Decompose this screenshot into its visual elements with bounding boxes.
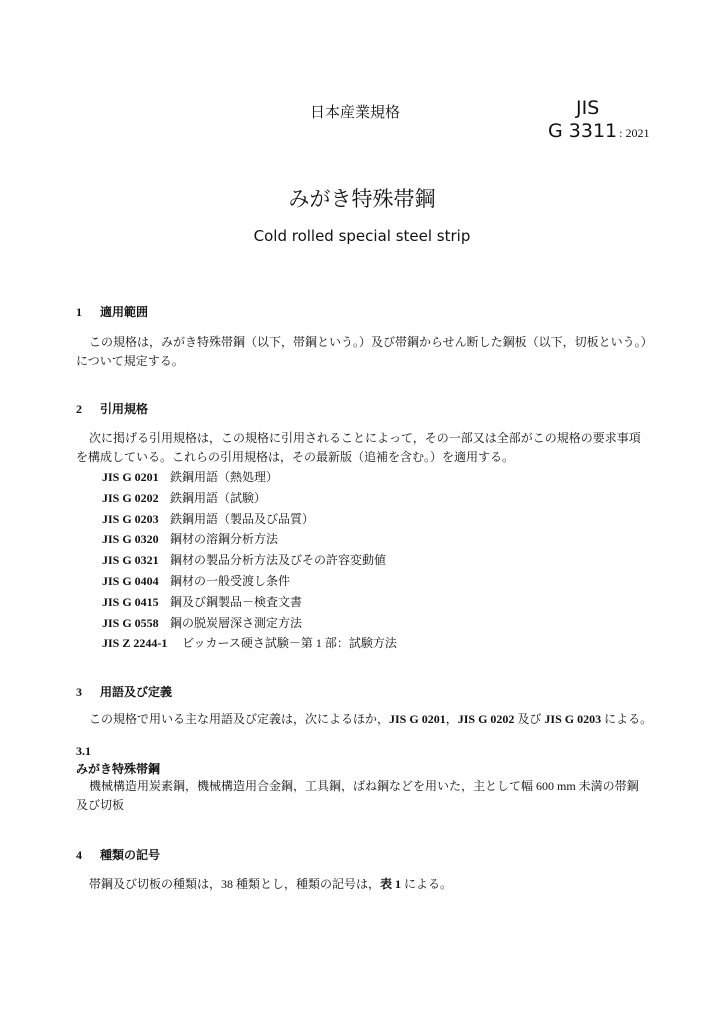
reference-code: JIS G 0321: [102, 553, 159, 568]
section-1-title: 適用範囲: [100, 305, 149, 319]
section-3-ref-a: JIS G 0201: [389, 712, 446, 726]
reference-item: [102, 572, 397, 593]
reference-code: JIS G 0415: [102, 594, 159, 609]
section-3-number: 3: [76, 685, 82, 699]
section-4-text-pre: 帯鋼及び切板の種類は，38 種類とし，種類の記号は，: [89, 877, 381, 891]
section-3-sep-1: ，: [445, 712, 458, 726]
section-2-line-1: 次に掲げる引用規格は，この規格に引用されることによって，その一部又は全部がこの規格の要求事項: [89, 431, 641, 445]
section-4-title: 種類の記号: [100, 848, 161, 862]
section-2-title: 引用規格: [100, 402, 149, 416]
reference-title: ビッカース硬さ試験－第 1 部：試験方法: [182, 636, 397, 651]
section-1-body: [76, 333, 656, 371]
reference-title: 鋼材の溶鋼分析方法: [170, 532, 279, 547]
reference-item: [102, 510, 397, 531]
reference-item: [102, 634, 397, 655]
reference-item: [102, 530, 397, 551]
reference-item: [102, 614, 397, 635]
reference-title: 鉄鋼用語（熱処理）: [170, 470, 279, 484]
section-4-heading: [76, 846, 160, 863]
section-3-body: [76, 710, 656, 729]
title-english: Cold rolled special steel strip: [253, 227, 471, 245]
reference-code: JIS G 0558: [102, 615, 159, 630]
section-2-body: [76, 429, 656, 467]
reference-code: JIS Z 2244-1: [102, 636, 168, 651]
section-1-line-2: について規定する。: [76, 354, 184, 368]
section-2-number: 2: [76, 402, 82, 416]
section-3-heading: [76, 683, 172, 700]
section-4-text-post: による。: [401, 877, 453, 891]
reference-title: 鋼材の一般受渡し条件: [170, 573, 291, 588]
section-1-line-1: この規格は，みがき特殊帯鋼（以下，帯鋼という。）及び帯鋼からせん断した鋼板（以下，切板という。）: [89, 335, 653, 349]
title-japanese: みがき特殊帯鋼: [288, 187, 436, 211]
section-3-ref-b: JIS G 0202: [457, 712, 515, 726]
reference-code: JIS G 0203: [102, 511, 159, 526]
section-3-1-body: [76, 777, 656, 815]
reference-title: 鉄鋼用語（製品及び品質）: [170, 511, 315, 526]
reference-item: [102, 551, 397, 572]
reference-item: [102, 468, 397, 489]
standard-label: 日本産業規格: [310, 103, 401, 121]
section-3-1-line-1: 機械構造用炭素鋼，機械構造用合金鋼，工具鋼，ばね鋼などを用いた，主として幅 600 mm 未満の帯鋼: [89, 779, 639, 793]
section-3-text-pre: この規格で用いる主な用語及び定義は，次によるほか，: [89, 712, 390, 726]
reference-list: [102, 468, 397, 655]
section-4-table-ref: 表 1: [380, 877, 402, 891]
section-3-line: [76, 710, 656, 729]
reference-code: JIS G 0320: [102, 532, 159, 547]
section-3-ref-c: JIS G 0203: [544, 712, 602, 726]
section-2-line-2: を構成している。これらの引用規格は，その最新版（追補を含む。）を適用する。: [76, 450, 515, 464]
standard-year: : 2021: [619, 126, 650, 140]
section-3-1-number: 3.1: [76, 744, 91, 758]
section-2-heading: [76, 400, 148, 417]
section-3-1-term: みがき特殊帯鋼: [76, 762, 161, 776]
section-1-number: 1: [76, 305, 82, 319]
section-1-heading: [76, 303, 148, 320]
jis-label: JIS: [576, 97, 600, 119]
reference-title: 鉄鋼用語（試験）: [170, 490, 267, 505]
reference-item: [102, 489, 397, 510]
section-3-text-post: による。: [601, 712, 653, 726]
reference-title: 鋼材の製品分析方法及びその許容変動値: [170, 553, 387, 568]
section-3-sep-2: 及び: [514, 712, 545, 726]
reference-title: 鋼の脱炭層深さ測定方法: [170, 615, 303, 630]
reference-code: JIS G 0201: [102, 470, 159, 484]
section-3-title: 用語及び定義: [100, 685, 173, 699]
reference-item: [102, 593, 397, 614]
section-4-body: [76, 875, 656, 894]
reference-title: 鋼及び鋼製品－検査文書: [170, 594, 303, 609]
standard-number-text: G 3311: [548, 120, 618, 142]
section-3-1-line-2: 及び切板: [76, 798, 125, 812]
reference-code: JIS G 0404: [102, 573, 159, 588]
section-4-line: [76, 875, 656, 894]
section-4-number: 4: [76, 848, 82, 862]
standard-number: [548, 120, 649, 142]
reference-code: JIS G 0202: [102, 490, 159, 505]
